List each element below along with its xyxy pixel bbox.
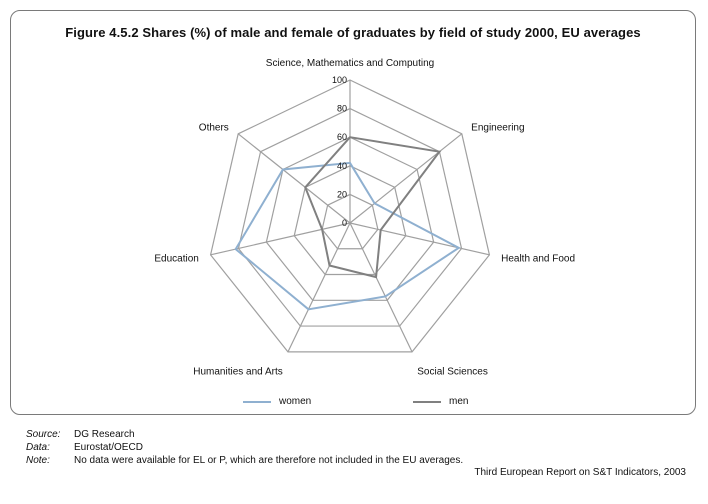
legend-label-women: women [279, 396, 312, 407]
tick-label: 100 [331, 75, 347, 85]
note-row-note [26, 454, 463, 467]
chart-notes [26, 428, 463, 467]
note-text: DG Research [74, 429, 135, 440]
radar-axes [211, 80, 490, 352]
axis-spoke-4 [288, 223, 350, 352]
legend-swatch-women [243, 401, 271, 403]
legend-men [413, 396, 468, 407]
source-credit: Third European Report on S&T Indicators, 2003 [474, 467, 686, 478]
axis-spoke-3 [350, 223, 412, 352]
tick-label: 40 [336, 160, 347, 171]
tick-label: 80 [336, 103, 347, 114]
radar-chart [10, 40, 698, 380]
tick-label: 20 [336, 189, 347, 200]
category-label: Education [154, 253, 199, 265]
category-label: Social Sciences [417, 366, 488, 378]
note-key: Note: [26, 455, 50, 466]
category-label: Science, Mathematics and Computing [265, 58, 435, 69]
note-key: Source: [26, 429, 61, 440]
category-label: Humanities and Arts [193, 366, 283, 378]
tick-label: 60 [336, 132, 347, 143]
legend-label-men: men [449, 396, 469, 407]
legend-women [243, 396, 311, 407]
note-text: Eurostat/OECD [74, 442, 143, 453]
category-label: Others [198, 122, 229, 134]
note-row-source [26, 428, 463, 441]
legend-swatch-men [413, 401, 441, 403]
radar-labels [154, 58, 575, 378]
note-row-data [26, 441, 463, 454]
note-text: No data were available for EL or P, which are therefore not included in the EU averages. [74, 455, 464, 466]
chart-title: Figure 4.5.2 Shares (%) of male and female of graduates by field of study 2000, EU averages [65, 25, 641, 40]
note-key: Data: [26, 442, 50, 453]
category-label: Engineering [471, 122, 525, 134]
category-label: Health and Food [501, 253, 576, 265]
tick-label: 0 [341, 218, 347, 228]
